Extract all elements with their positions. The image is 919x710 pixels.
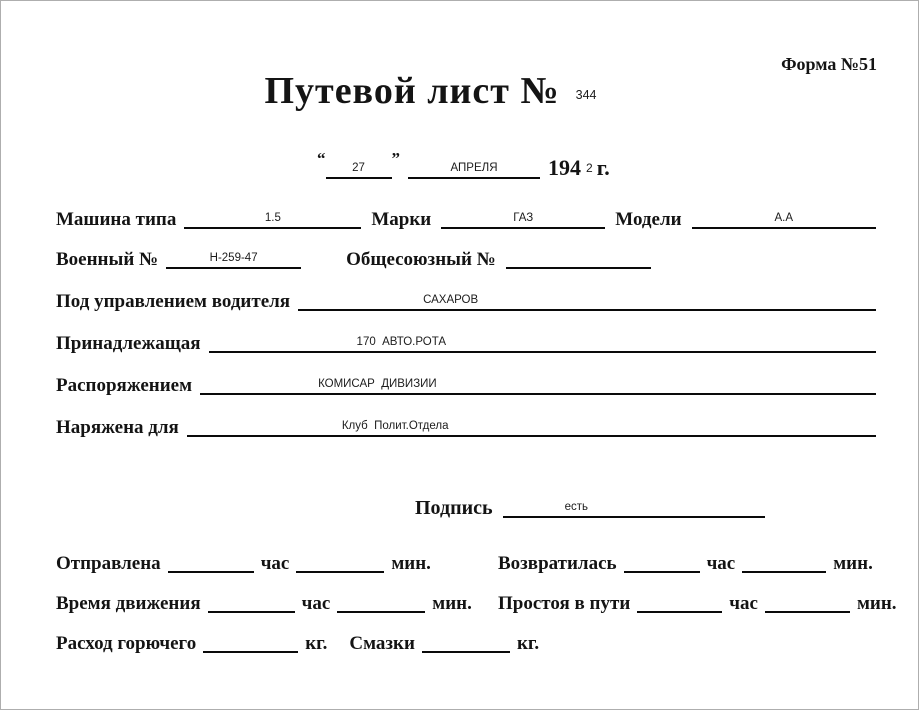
moving-hour-line (208, 589, 295, 613)
page-title-text: Путевой лист № (264, 70, 560, 112)
fuel-line (203, 629, 298, 653)
union-number-line (506, 245, 651, 269)
machine-type-value: 1.5 (264, 211, 281, 224)
signature-row (415, 484, 765, 518)
brand-label: Марки (371, 209, 432, 230)
model-value: А.А (774, 211, 794, 224)
driver-value: САХАРОВ (423, 293, 479, 306)
fuel-row (56, 625, 539, 653)
minute-unit-label: мин. (856, 593, 897, 614)
assigned-for-value: Клуб Полит.Отдела (341, 419, 449, 432)
machine-type-line (184, 205, 361, 229)
military-number-label: Военный № (56, 249, 159, 270)
brand-line (441, 205, 605, 229)
date-line (317, 147, 610, 179)
open-quote: “ (317, 149, 326, 168)
idle-time-label: Простоя в пути (498, 593, 631, 614)
idle-time-row (498, 585, 897, 613)
returned-label: Возвратилась (498, 553, 617, 574)
assigned-for-row (56, 403, 876, 437)
signature-label: Подпись (415, 497, 493, 519)
ordered-by-label: Распоряжением (56, 375, 193, 396)
model-label: Модели (615, 209, 682, 230)
belonging-line (209, 329, 876, 353)
ordered-by-line (200, 371, 876, 395)
month-value: АПРЕЛЯ (450, 161, 498, 174)
military-number-line (166, 245, 301, 269)
belonging-value: 170 АВТО.РОТА (356, 335, 447, 348)
belonging-row (56, 319, 876, 353)
close-quote: ” (391, 149, 400, 168)
returned-minute-line (742, 549, 826, 573)
hour-unit-label: час (301, 593, 331, 614)
year-written-digit: 2 (586, 161, 593, 175)
moving-time-row (56, 585, 472, 613)
moving-time-label: Время движения (56, 593, 201, 614)
driver-row (56, 277, 876, 311)
hour-unit-label: час (260, 553, 290, 574)
grease-line (422, 629, 510, 653)
departed-hour-line (168, 549, 254, 573)
military-number-value: Н-259-47 (209, 251, 258, 264)
driver-label: Под управлением водителя (56, 291, 291, 312)
signature-line (503, 494, 765, 518)
kg-unit-label: кг. (516, 633, 540, 654)
form-code: Форма №51 (781, 54, 877, 74)
numbers-row (56, 235, 651, 269)
day-line (326, 155, 392, 179)
minute-unit-label: мин. (391, 553, 431, 574)
grease-label: Смазки (349, 633, 415, 654)
departed-label: Отправлена (56, 553, 161, 574)
ordered-by-value: КОМИСАР ДИВИЗИИ (318, 377, 437, 390)
minute-unit-label: мин. (432, 593, 472, 614)
model-line (692, 205, 876, 229)
departed-row (56, 545, 431, 573)
year-suffix: г. (596, 155, 610, 180)
machine-row (56, 195, 876, 229)
ordered-by-row (56, 361, 876, 395)
assigned-for-label: Наряжена для (56, 417, 179, 438)
day-value: 27 (352, 161, 365, 174)
minute-unit-label: мин. (833, 553, 873, 574)
returned-hour-line (624, 549, 700, 573)
page-title (1, 71, 860, 113)
brand-value: ГАЗ (513, 211, 534, 224)
signature-value: есть (564, 500, 589, 513)
hour-unit-label: час (706, 553, 736, 574)
driver-line (298, 287, 876, 311)
hour-unit-label: час (729, 593, 758, 614)
moving-minute-line (337, 589, 425, 613)
union-number-label: Общесоюзный № (346, 249, 496, 270)
returned-row (498, 545, 873, 573)
departed-minute-line (296, 549, 384, 573)
fuel-label: Расход горючего (56, 633, 197, 654)
year-printed: 194 (548, 155, 581, 180)
idle-hour-line (637, 589, 722, 613)
month-line (408, 155, 540, 179)
assigned-for-line (187, 413, 876, 437)
waybill-number-value: 344 (575, 88, 597, 102)
belonging-label: Принадлежащая (56, 333, 201, 354)
machine-type-label: Машина типа (56, 209, 177, 230)
idle-minute-line (765, 589, 850, 613)
kg-unit-label: кг. (305, 633, 328, 654)
